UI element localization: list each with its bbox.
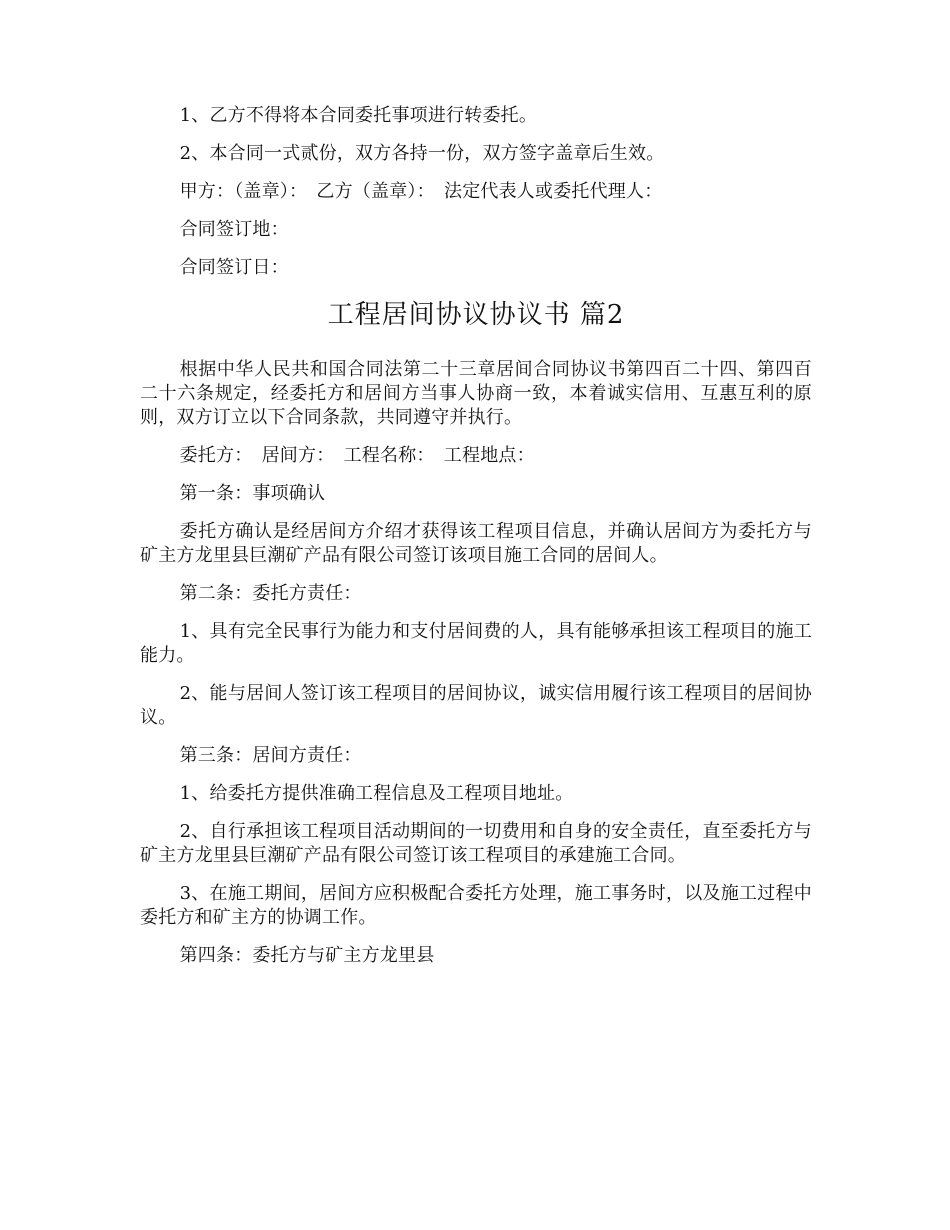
paragraph-intro: 根据中华人民共和国合同法第二十三章居间合同协议书第四百二十四、第四百二十六条规定，经委托方和居间方当事人协商一致，本着诚实信用、互惠互利的原则，双方订立以下合同条款，共同遵守并执行。 <box>140 359 812 428</box>
paragraph-article-3-item-2: 2、自行承担该工程项目活动期间的一切费用和自身的安全责任，直至委托方与矿主方龙里县巨潮矿产品有限公司签订该工程项目的承建施工合同。 <box>140 821 812 866</box>
paragraph-article-2-item-2: 2、能与居间人签订该工程项目的居间协议，诚实信用履行该工程项目的居间协议。 <box>140 683 812 728</box>
paragraph-clause-2: 2、本合同一式贰份，双方各持一份，双方签字盖章后生效。 <box>179 143 665 164</box>
paragraph-article-1-body: 委托方确认是经居间方介绍才获得该工程项目信息，并确认居间方为委托方与矿主方龙里县巨潮矿产品有限公司签订该项目施工合同的居间人。 <box>140 521 812 566</box>
section-title: 工程居间协议协议书 篇2 <box>327 300 625 330</box>
paragraph-parties: 委托方： 居间方： 工程名称： 工程地点： <box>179 445 535 466</box>
paragraph-signatures: 甲方：（盖章）： 乙方（盖章）： 法定代表人或委托代理人： <box>179 181 663 202</box>
paragraph-article-3-item-3: 3、在施工期间，居间方应积极配合委托方处理，施工事务时，以及施工过程中委托方和矿主方的协调工作。 <box>140 883 812 928</box>
paragraph-signing-date: 合同签订日： <box>179 257 289 278</box>
paragraph-article-4-heading: 第四条：委托方与矿主方龙里县 <box>179 945 435 966</box>
paragraph-article-2-item-1: 1、具有完全民事行为能力和支付居间费的人，具有能够承担该工程项目的施工能力。 <box>140 621 812 666</box>
paragraph-article-2-heading: 第二条：委托方责任： <box>179 583 362 604</box>
paragraph-signing-place: 合同签订地： <box>179 219 289 240</box>
paragraph-article-3-heading: 第三条：居间方责任： <box>179 745 362 766</box>
paragraph-clause-1: 1、乙方不得将本合同委托事项进行转委托。 <box>179 105 538 126</box>
paragraph-article-3-item-1: 1、给委托方提供准确工程信息及工程项目地址。 <box>179 783 574 804</box>
paragraph-article-1-heading: 第一条：事项确认 <box>179 483 326 504</box>
document-page <box>140 104 812 982</box>
